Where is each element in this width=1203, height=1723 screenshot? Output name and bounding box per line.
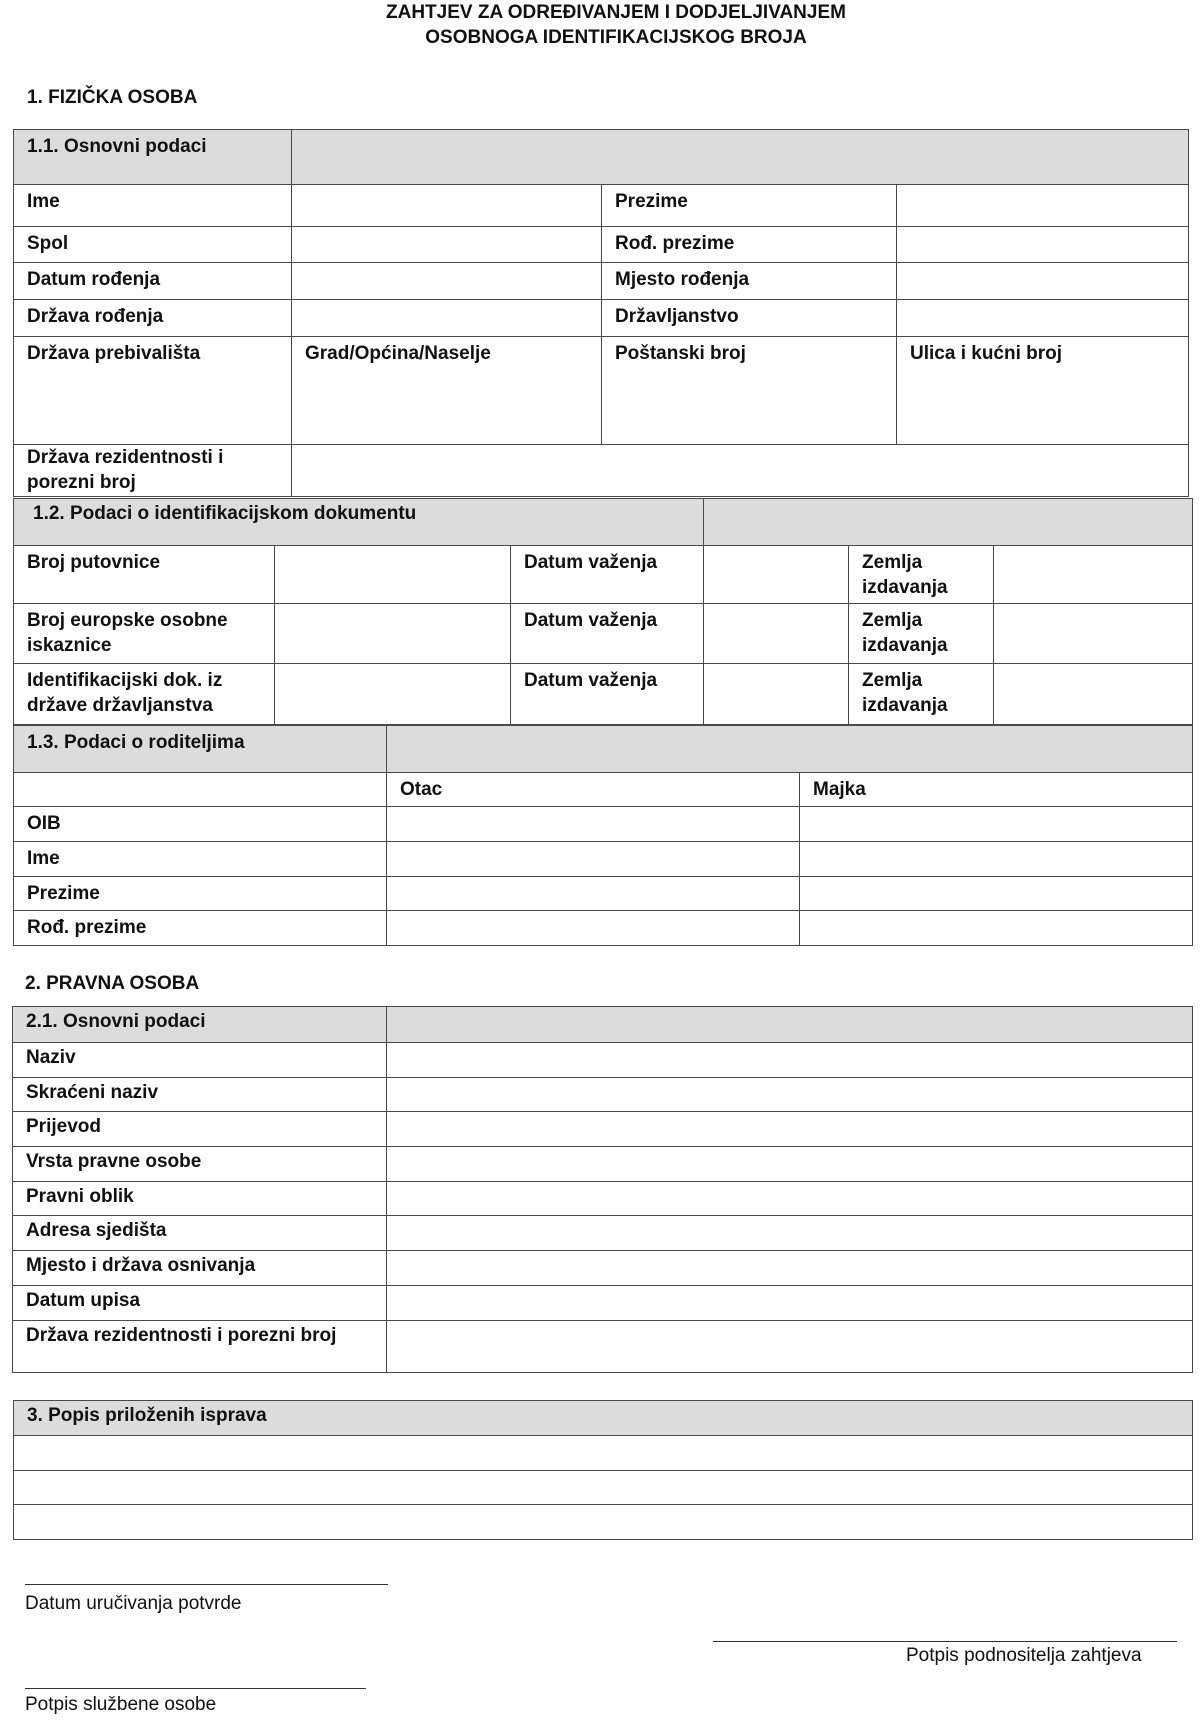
field-otac-rod-prezime[interactable] <box>387 911 800 946</box>
doc-label-line2: iskaznice <box>27 635 112 656</box>
label-naziv: Naziv <box>13 1043 387 1078</box>
parents-corner <box>14 773 387 807</box>
form-title-line1: ZAHTJEV ZA ODREĐIVANJEM I DODJELJIVANJEM <box>386 2 846 23</box>
label-postanski-broj[interactable]: Poštanski broj <box>602 337 897 445</box>
header-filler <box>292 130 1189 185</box>
country-label-line2: izdavanja <box>862 635 948 656</box>
field-otac-prezime[interactable] <box>387 877 800 911</box>
potpis-podnositelja-line[interactable] <box>713 1641 1177 1642</box>
basic-data-header: 1.1. Osnovni podaci <box>14 130 292 185</box>
field-datum-vazenja[interactable] <box>704 664 849 725</box>
section1-title: 1. FIZIČKA OSOBA <box>27 87 198 108</box>
label-europska-osobna <box>14 604 275 664</box>
field-mjesto-rodjenja[interactable] <box>897 263 1189 300</box>
potpis-sluzbene-line[interactable] <box>25 1688 366 1689</box>
field-datum-upisa[interactable] <box>387 1286 1193 1321</box>
field-prijevod[interactable] <box>387 1112 1193 1147</box>
section2-title: 2. PRAVNA OSOBA <box>25 973 200 994</box>
field-zemlja-izdavanja[interactable] <box>994 664 1193 725</box>
field-rezidentnost[interactable] <box>292 445 1189 497</box>
label-drzava-rezidentnosti: Država rezidentnosti i porezni broj <box>13 1321 387 1373</box>
label-zemlja-izdavanja <box>849 664 994 725</box>
field-majka-prezime[interactable] <box>800 877 1193 911</box>
legal-basic-header: 2.1. Osnovni podaci <box>13 1007 387 1043</box>
label-zemlja-izdavanja <box>849 604 994 664</box>
label-majka: Majka <box>800 773 1193 807</box>
label-vrsta-pravne-osobe: Vrsta pravne osobe <box>13 1147 387 1182</box>
country-label-line2: izdavanja <box>862 577 948 598</box>
label-rod-prezime: Rođ. prezime <box>602 227 897 263</box>
label-rod-prezime: Rođ. prezime <box>14 911 387 946</box>
field-datum-vazenja[interactable] <box>704 604 849 664</box>
field-spol[interactable] <box>292 227 602 263</box>
field-ime[interactable] <box>292 185 602 227</box>
label-otac: Otac <box>387 773 800 807</box>
parents-table <box>13 725 1193 946</box>
field-identifikacijski-dok[interactable] <box>275 664 511 725</box>
doc-label-line1: Broj europske osobne <box>27 610 228 631</box>
doc-label-line1: Broj putovnice <box>27 552 161 573</box>
datum-urucivanja-line[interactable] <box>25 1584 388 1585</box>
label-ime: Ime <box>14 185 292 227</box>
label-skraceni-naziv: Skraćeni naziv <box>13 1078 387 1112</box>
label-datum-vazenja: Datum važenja <box>511 546 704 604</box>
label-adresa-sjedista: Adresa sjedišta <box>13 1216 387 1251</box>
field-drzava-rezidentnosti[interactable] <box>387 1321 1193 1373</box>
field-drzava-rodjenja[interactable] <box>292 300 602 337</box>
label-rezidentnost-line2: porezni broj <box>27 472 136 493</box>
label-ulica[interactable]: Ulica i kućni broj <box>897 337 1189 445</box>
field-adresa-sjedista[interactable] <box>387 1216 1193 1251</box>
field-majka-oib[interactable] <box>800 807 1193 842</box>
label-zemlja-izdavanja <box>849 546 994 604</box>
field-vrsta-pravne-osobe[interactable] <box>387 1147 1193 1182</box>
header-filler <box>387 1007 1193 1043</box>
doc-label-line1: Identifikacijski dok. iz <box>27 670 223 691</box>
field-majka-ime[interactable] <box>800 842 1193 877</box>
label-prezime: Prezime <box>602 185 897 227</box>
label-drzavljanstvo: Državljanstvo <box>602 300 897 337</box>
field-mjesto-drzava-osnivanja[interactable] <box>387 1251 1193 1286</box>
label-datum-vazenja: Datum važenja <box>511 664 704 725</box>
doc-label-line2: države državljanstva <box>27 695 213 716</box>
label-rezidentnost-line1: Država rezidentnosti i <box>27 447 224 468</box>
attachment-row-1[interactable] <box>14 1436 1193 1471</box>
label-datum-rodjenja: Datum rođenja <box>14 263 292 300</box>
label-mjesto-drzava-osnivanja: Mjesto i država osnivanja <box>13 1251 387 1286</box>
physical-basic-table <box>13 129 1189 497</box>
field-skraceni-naziv[interactable] <box>387 1078 1193 1112</box>
field-europska-osobna[interactable] <box>275 604 511 664</box>
label-potpis-sluzbene: Potpis službene osobe <box>25 1694 217 1715</box>
label-spol: Spol <box>14 227 292 263</box>
label-prezime: Prezime <box>14 877 387 911</box>
field-rod-prezime[interactable] <box>897 227 1189 263</box>
field-broj-putovnice[interactable] <box>275 546 511 604</box>
parents-header: 1.3. Podaci o roditeljima <box>14 726 387 773</box>
field-datum-vazenja[interactable] <box>704 546 849 604</box>
field-zemlja-izdavanja[interactable] <box>994 546 1193 604</box>
label-mjesto-rodjenja: Mjesto rođenja <box>602 263 897 300</box>
label-oib: OIB <box>14 807 387 842</box>
attachments-header: 3. Popis priloženih isprava <box>14 1401 1193 1436</box>
header-filler <box>704 499 1193 546</box>
field-zemlja-izdavanja[interactable] <box>994 604 1193 664</box>
label-potpis-podnositelja: Potpis podnositelja zahtjeva <box>906 1645 1142 1666</box>
attachments-table <box>13 1400 1193 1540</box>
field-datum-rodjenja[interactable] <box>292 263 602 300</box>
label-identifikacijski-dok <box>14 664 275 725</box>
documents-header: 1.2. Podaci o identifikacijskom dokumentu <box>14 499 704 546</box>
attachment-row-3[interactable] <box>14 1505 1193 1540</box>
country-label-line2: izdavanja <box>862 695 948 716</box>
field-naziv[interactable] <box>387 1043 1193 1078</box>
label-ime: Ime <box>14 842 387 877</box>
label-drzava-prebivalista[interactable]: Država prebivališta <box>14 337 292 445</box>
label-datum-upisa: Datum upisa <box>13 1286 387 1321</box>
attachment-row-2[interactable] <box>14 1471 1193 1505</box>
legal-entity-table <box>12 1006 1193 1373</box>
header-filler <box>387 726 1193 773</box>
label-datum-vazenja: Datum važenja <box>511 604 704 664</box>
field-otac-ime[interactable] <box>387 842 800 877</box>
label-drzava-rodjenja: Država rođenja <box>14 300 292 337</box>
country-label-line1: Zemlja <box>862 610 923 631</box>
field-pravni-oblik[interactable] <box>387 1182 1193 1216</box>
field-drzavljanstvo[interactable] <box>897 300 1189 337</box>
form-title-line2: OSOBNOGA IDENTIFIKACIJSKOG BROJA <box>425 27 807 48</box>
label-broj-putovnice <box>14 546 275 604</box>
field-majka-rod-prezime[interactable] <box>800 911 1193 946</box>
field-otac-oib[interactable] <box>387 807 800 842</box>
documents-table <box>13 498 1193 725</box>
label-prijevod: Prijevod <box>13 1112 387 1147</box>
label-grad[interactable]: Grad/Općina/Naselje <box>292 337 602 445</box>
country-label-line1: Zemlja <box>862 670 923 691</box>
country-label-line1: Zemlja <box>862 552 923 573</box>
label-pravni-oblik: Pravni oblik <box>13 1182 387 1216</box>
label-rezidentnost <box>14 445 292 497</box>
field-prezime[interactable] <box>897 185 1189 227</box>
label-datum-urucivanja: Datum uručivanja potvrde <box>25 1593 242 1614</box>
